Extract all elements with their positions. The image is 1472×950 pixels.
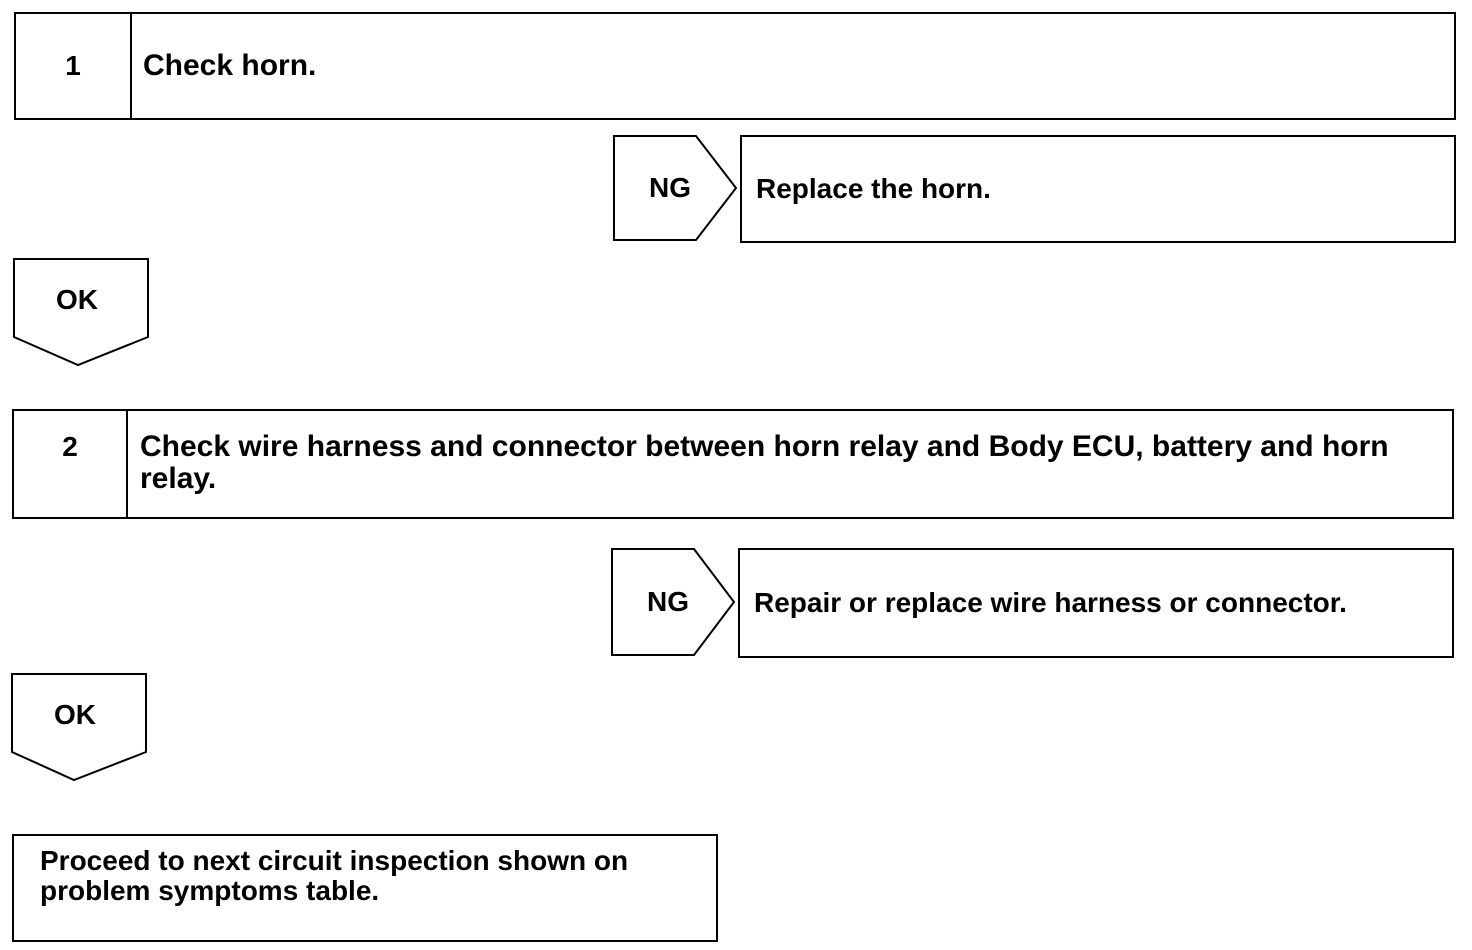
step-2-number: 2 <box>14 411 128 517</box>
step-2-text: Check wire harness and connector between horn relay and Body ECU, battery and horn relay. <box>140 430 1389 495</box>
ng-label-1: NG <box>649 172 691 203</box>
final-box <box>12 834 718 942</box>
ng-label-2: NG <box>647 586 689 617</box>
step-1-number: 1 <box>16 14 132 118</box>
step-1-box <box>14 12 1456 120</box>
ng-action-1-text: Replace the horn. <box>756 173 991 204</box>
step-2-box <box>12 409 1454 519</box>
step-1-text: Check horn. <box>143 49 317 82</box>
ok-label-1: OK <box>56 284 98 315</box>
ok-label-2: OK <box>54 699 96 730</box>
ng-action-2-box <box>738 548 1454 658</box>
final-text: Proceed to next circuit inspection shown on problem symptoms table. <box>40 845 629 906</box>
ng-action-2-text: Repair or replace wire harness or connector. <box>754 587 1347 618</box>
ng-action-1-box <box>740 135 1456 243</box>
